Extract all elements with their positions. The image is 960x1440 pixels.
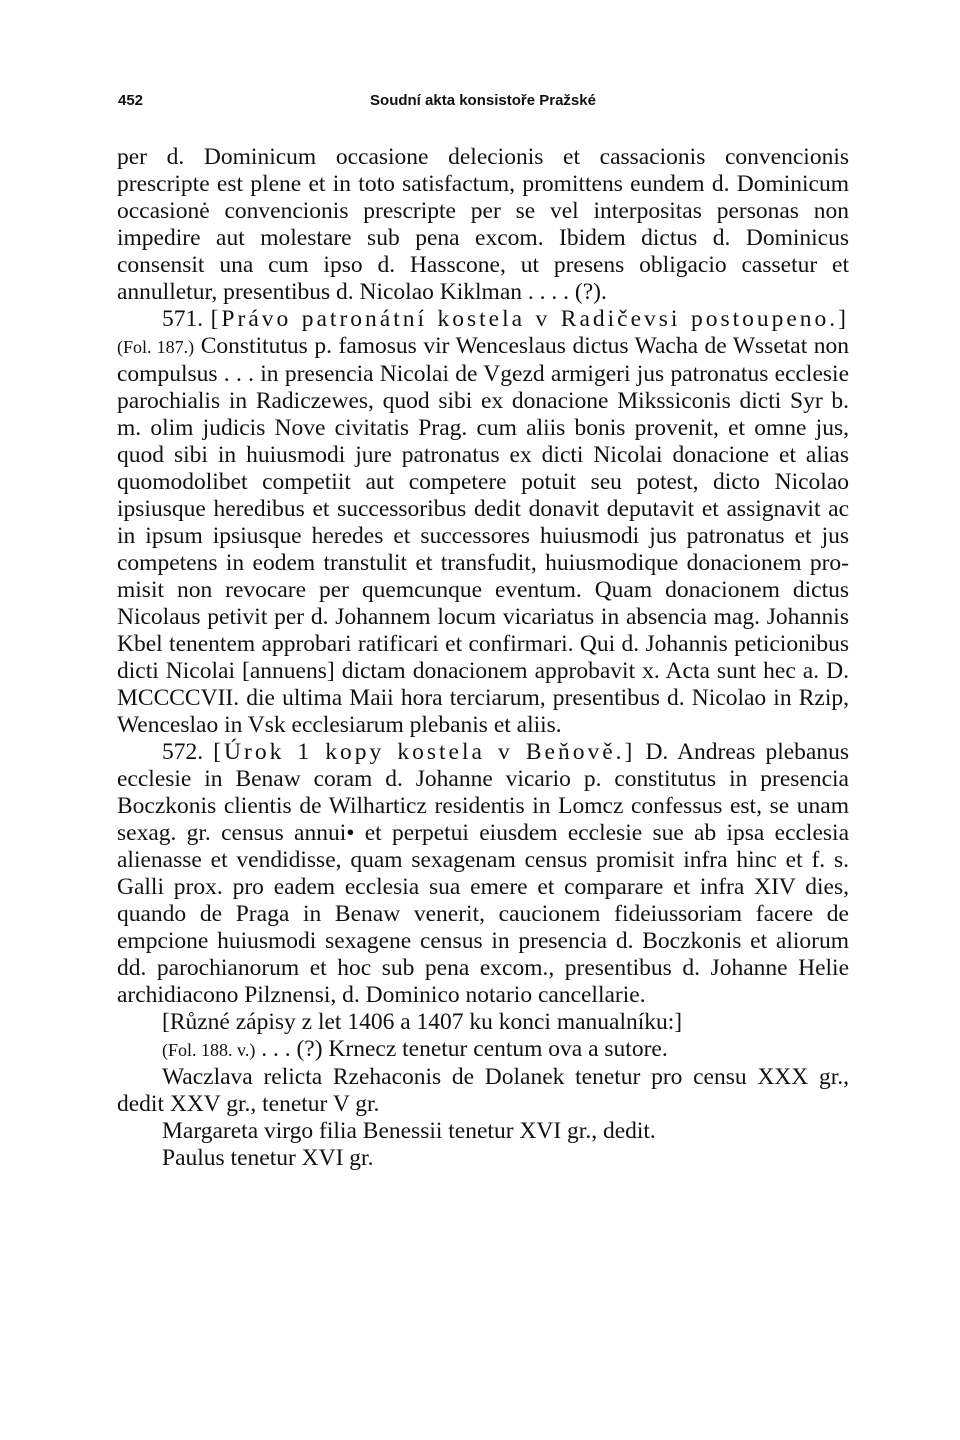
paragraph-continuation bbox=[117, 144, 849, 306]
record-text: Paulus tenetur XVI gr. bbox=[162, 1145, 374, 1171]
note-text: [Různé zápisy z let 1406 a 1407 ku konci manualníku:] bbox=[162, 1009, 683, 1035]
record-waczlava bbox=[117, 1064, 849, 1118]
record-text: Waczlava relicta Rzehaconis de Dolanek tenetur pro censu XXX gr., dedit XXV gr., tenetur V gr. bbox=[117, 1064, 849, 1117]
entry-heading: [Úrok 1 kopy kostela v Beňově.] bbox=[213, 739, 636, 765]
page-number: 452 bbox=[118, 92, 144, 109]
folio-reference: (Fol. 187.) bbox=[117, 337, 195, 357]
running-title: Soudní akta konsistoře Pražské bbox=[370, 92, 596, 109]
record-text: Margareta virgo filia Benessii tenetur XVI gr., dedit. bbox=[162, 1118, 656, 1144]
entry-heading: [Právo patronátní kostela v Radičevsi postoupeno.] bbox=[210, 306, 849, 332]
editorial-note bbox=[117, 1009, 849, 1036]
entry-571 bbox=[117, 306, 849, 739]
entry-572 bbox=[117, 739, 849, 1009]
running-header bbox=[118, 92, 848, 116]
entry-number: 571. bbox=[162, 306, 204, 332]
document-body bbox=[117, 144, 849, 1172]
folio-reference: (Fol. 188. v.) bbox=[162, 1040, 256, 1060]
record-fol-188 bbox=[117, 1036, 849, 1064]
record-text: . . . (?) Krnecz tenetur centum ova a sutore. bbox=[261, 1036, 668, 1062]
entry-text: D. Andreas plebanus ecclesie in Benaw coram d. Johanne vicario p. constitutus in presencia Boczkonis clientis de Wilharticz residentis in Lomcz confessus est, se unam sexag. gr. census annui• et perpetui eiusdem ecclesie sue ab ipsa ecclesia alienasse et vendidisse, quam sexagenam census promisit infra hinc et f. s. Galli prox. pro eadem ecclesia sua emere et comparare et infra XIV dies, quando de Praga in Benaw venerit, caucionem fideiussoriam facere de empcione huiusmodi sexagene census in presencia d. Boczkonis et aliorum dd. parochianorum et hoc sub pena excom., presentibus d. Johanne Helie archidiacono Pilznensi, d. Dominico notario cancellarie. bbox=[117, 739, 850, 1008]
paragraph-text: per d. Dominicum occasione delecionis et cassacionis convencionis prescripte est plene et in toto satisfactum, promittens eundem d. Dominicum occasionė convencionis prescripte per se vel interpositas personas non impedire aut molestare sub pena excom. Ibidem dictus d. Dominicus consensit una cum ipso d. Hasscone, ut presens obligacio cassetur et annulletur, presentibus d. Nicolao Kiklman . . . . (?). bbox=[117, 144, 849, 305]
record-paulus bbox=[117, 1145, 849, 1172]
entry-text: Constitutus p. famosus vir Wenceslaus dictus Wacha de Wssetat non compulsus . . . in presencia Nicolai de Vgezd armigeri jus patronatus ecclesie parochialis in Radiczewes, quod sibi ex donacione Mikssiconis dicti Syr b. m. olim judicis Nove civitatis Prag. cum aliis bonis provenit, et omne jus, quod sibi in huiusmodi jure patronatus ex dicti Nicolai donacione et alias quomodolibet competiit aut competere potuit seu potest, dicto Nicolao ipsiusque heredibus et successoribus dedit donavit deputavit et assignavit ac in ipsum ipsiusque heredes et successores huiusmodi jus patronatus et jus competens in eodem transtulit et transfudit, huiusmodique donacionem promisit non revocare per quemcunque eventum. Quam donacionem dictus Nicolaus petivit per d. Johannem locum vicariatus in absencia mag. Johannis Kbel tenentem approbari ratificari et confirmari. Qui d. Johannis peticionibus dicti Nicolai [annuens] dictam donacionem approbavit x. Acta sunt hec a. D. MCCCCVII. die ultima Maii hora terciarum, presentibus d. Nicolao in Rzip, Wenceslao in Vsk ecclesiarum plebanis et aliis. bbox=[117, 333, 850, 738]
entry-number: 572. bbox=[162, 739, 204, 765]
record-margareta bbox=[117, 1118, 849, 1145]
